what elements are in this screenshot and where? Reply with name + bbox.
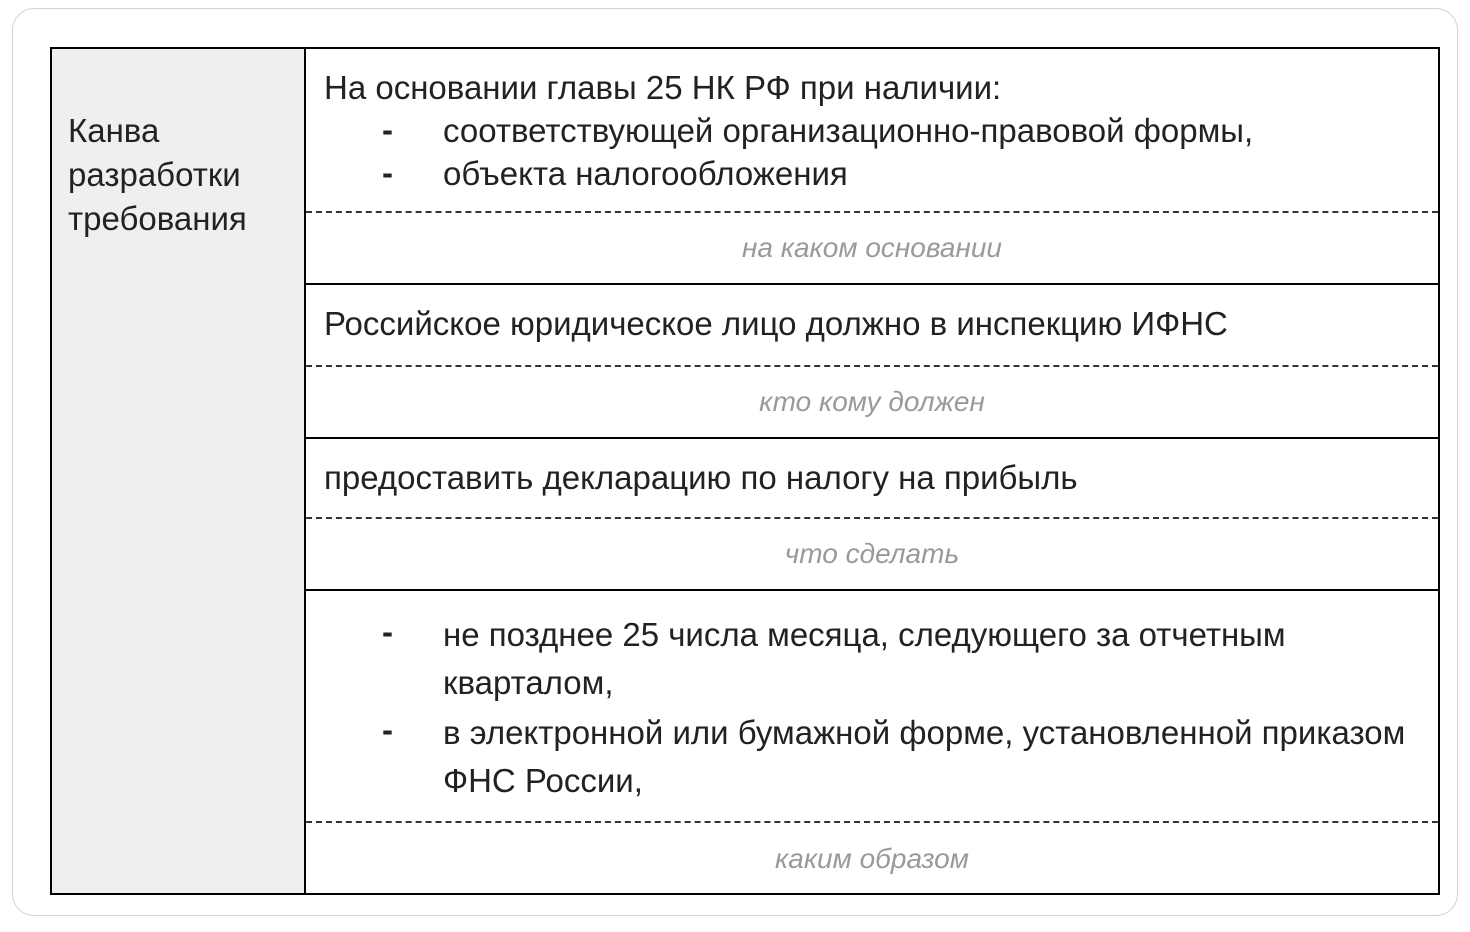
- document-card: [12, 8, 1458, 916]
- basis-heading: На основании главы 25 НК РФ при наличии:: [324, 69, 1002, 106]
- how-content: [306, 591, 1438, 823]
- what-block: [306, 439, 1438, 591]
- bullet-dash: -: [382, 711, 393, 748]
- bullet-dash: -: [382, 613, 393, 650]
- requirement-table: [50, 47, 1440, 895]
- bullet-dash: -: [382, 111, 393, 148]
- who-block: [306, 285, 1438, 439]
- who-hint: кто кому должен: [759, 386, 985, 417]
- right-content-column: [306, 49, 1438, 893]
- bullet-text: в электронной или бумажной форме, установленной приказом ФНС России,: [443, 714, 1406, 799]
- left-label-line-1: Канва: [68, 112, 160, 149]
- who-content: [306, 285, 1438, 367]
- how-hint: каким образом: [775, 843, 969, 874]
- left-label-line-3: требования: [68, 200, 247, 237]
- basis-content: [306, 49, 1438, 213]
- who-text: Российское юридическое лицо должно в инспекцию ИФНС: [324, 305, 1228, 342]
- basis-hint: на каком основании: [742, 232, 1002, 263]
- bullet-text: не позднее 25 числа месяца, следующего за отчетным кварталом,: [443, 616, 1286, 701]
- bullet-text: объекта налогообложения: [443, 155, 848, 192]
- what-hint: что сделать: [784, 538, 960, 569]
- left-label: [68, 109, 298, 241]
- what-content: [306, 439, 1438, 519]
- basis-block: [306, 49, 1438, 285]
- bullet-dash: -: [382, 154, 393, 191]
- left-label-cell: [52, 49, 306, 893]
- how-block: [306, 591, 1438, 893]
- bullet-text: соответствующей организационно-правовой формы,: [443, 112, 1254, 149]
- what-text: предоставить декларацию по налогу на прибыль: [324, 459, 1078, 496]
- left-label-line-2: разработки: [68, 156, 241, 193]
